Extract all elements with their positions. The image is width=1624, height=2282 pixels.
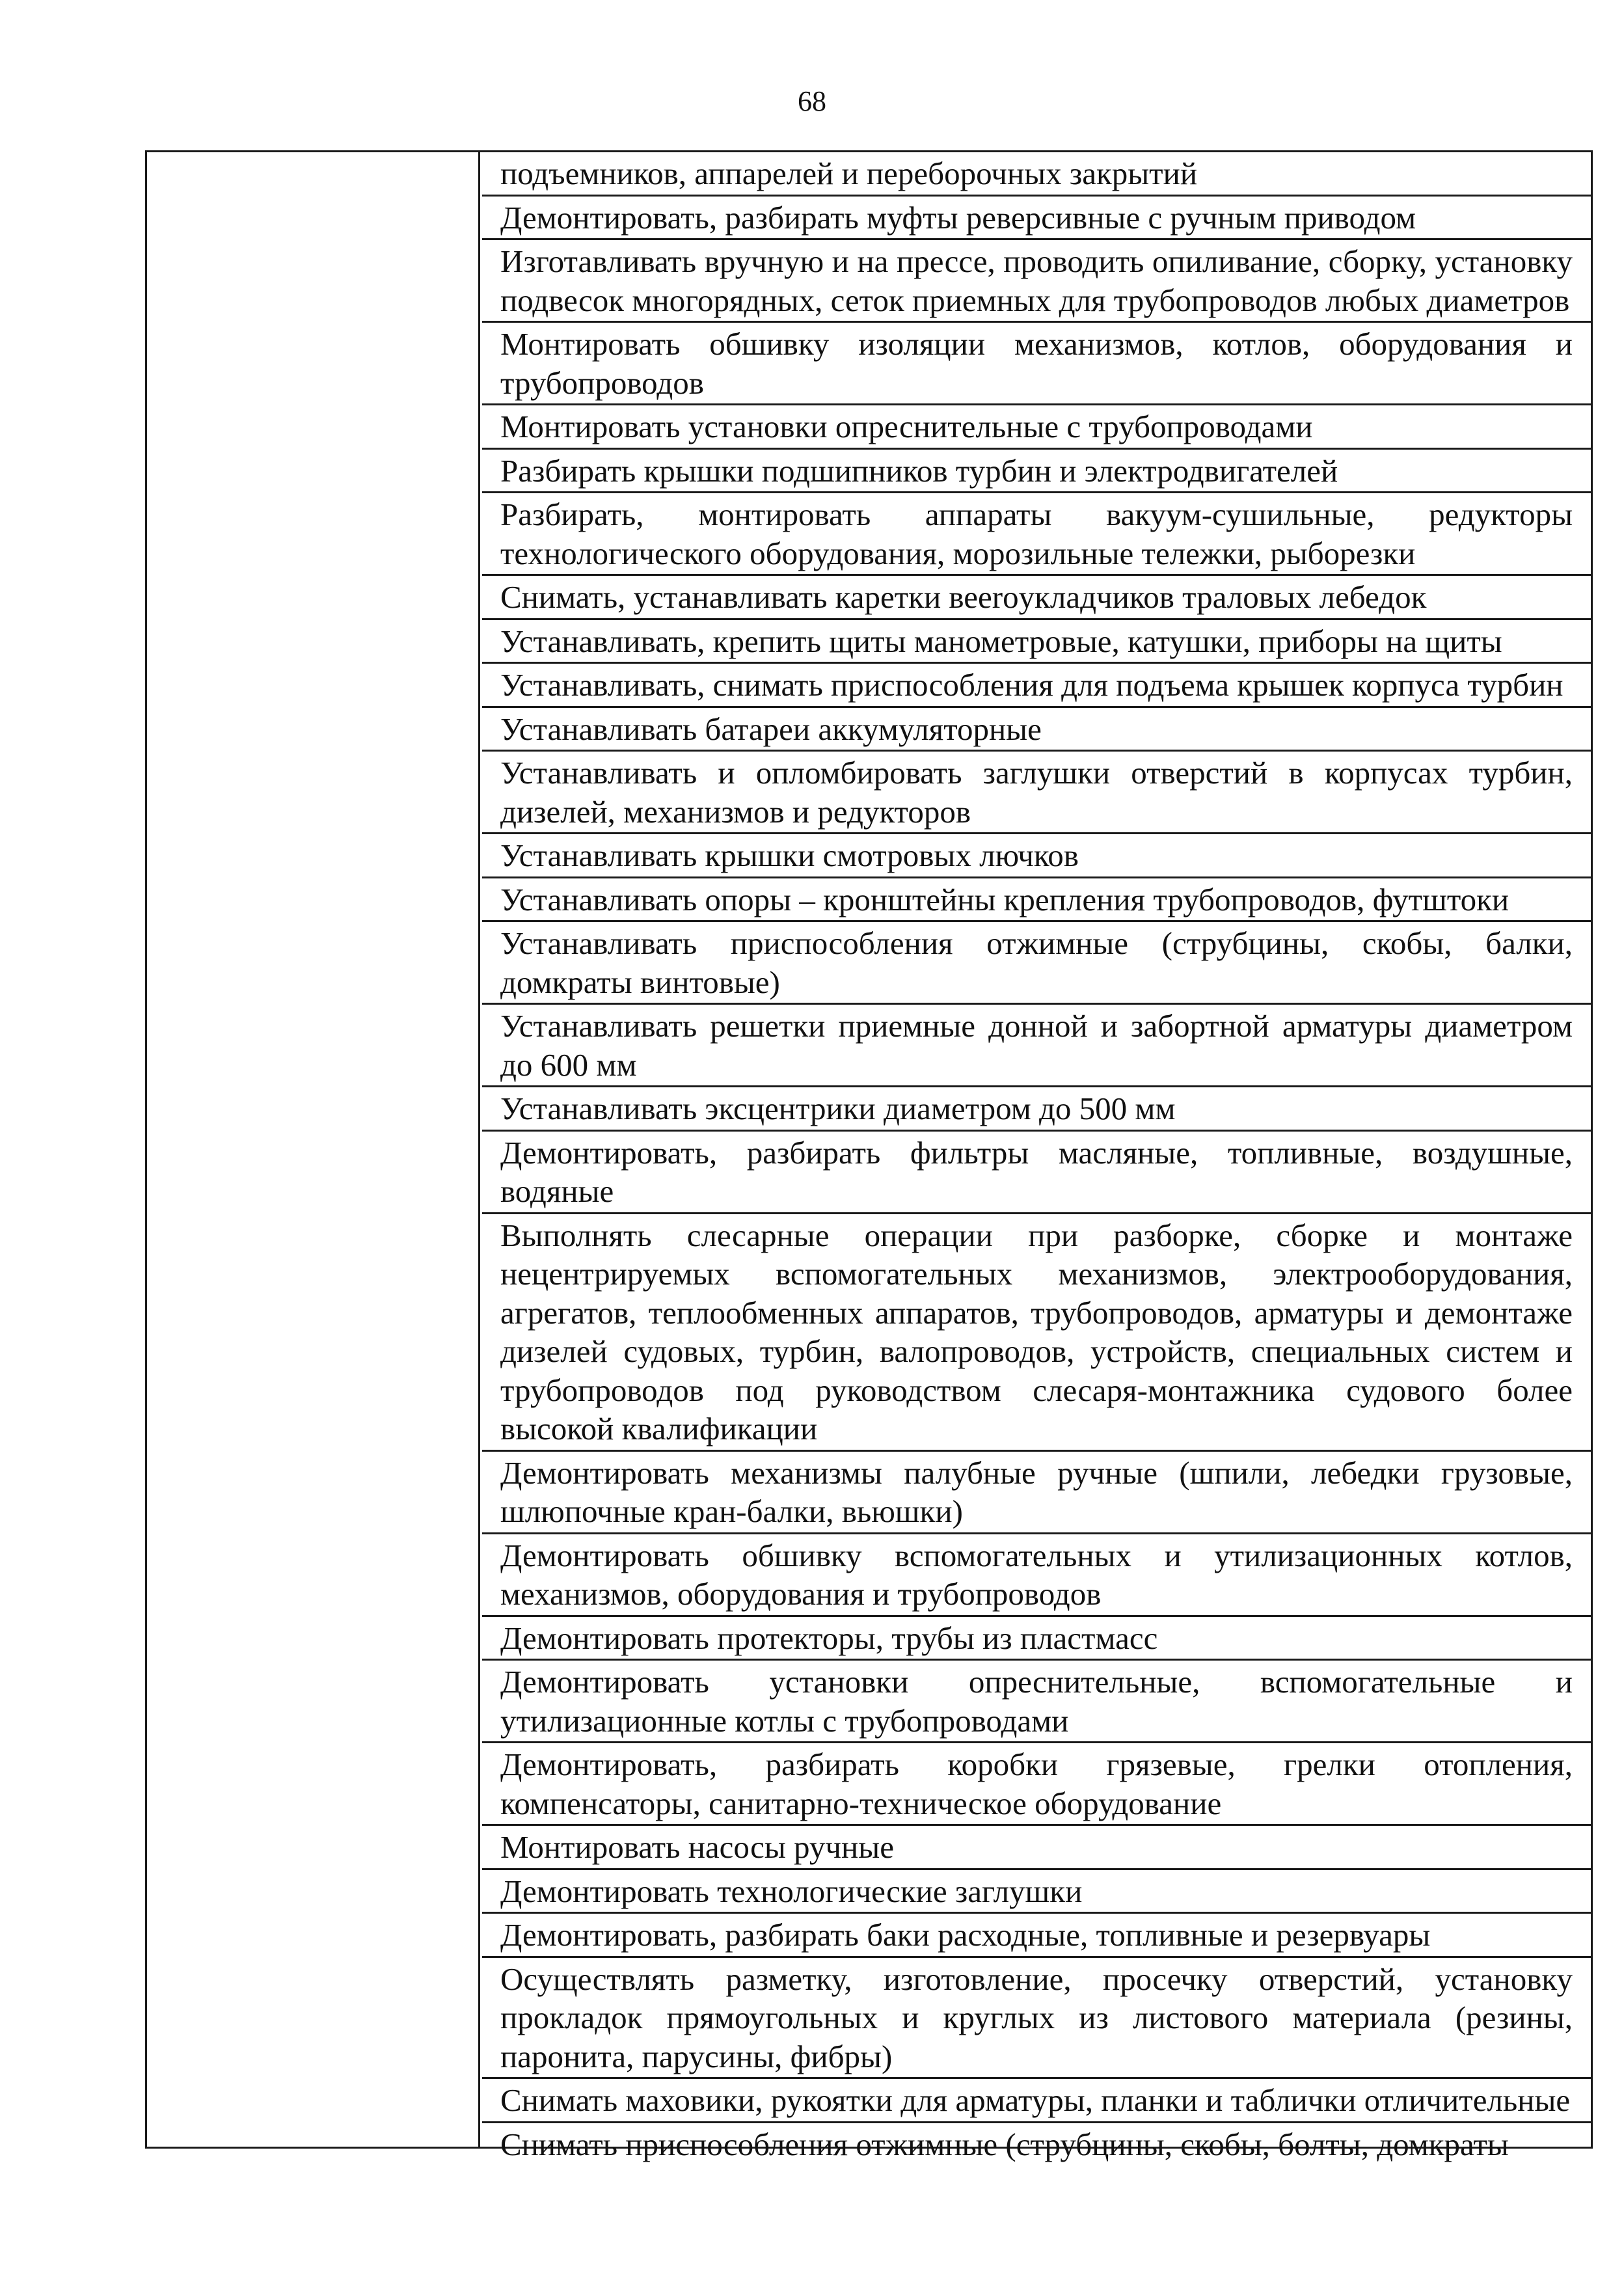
table-row: Снимать маховики, рукоятки для арматуры, планки и таблички отличительные — [482, 2079, 1591, 2123]
page-number: 68 — [798, 85, 826, 117]
table-row: Осуществлять разметку, изготовление, просечку отверстий, установку прокладок прямоугольных и круглых из листового материала (резины, паронита, парусины, фибры) — [482, 1958, 1591, 2080]
table-row: Устанавливать приспособления отжимные (струбцины, скобы, балки, домкраты винтовые) — [482, 922, 1591, 1005]
table-row: Устанавливать эксцентрики диаметром до 500 мм — [482, 1087, 1591, 1132]
table-row: Монтировать установки опреснительные с трубопроводами — [482, 405, 1591, 450]
table-row: Демонтировать протекторы, трубы из пластмасс — [482, 1617, 1591, 1661]
table-row: Демонтировать установки опреснительные, вспомогательные и утилизационные котлы с трубопроводами — [482, 1661, 1591, 1743]
table-row: Устанавливать, снимать приспособления для подъема крышек корпуса турбин — [482, 664, 1591, 708]
table-row: Демонтировать, разбирать коробки грязевые, грелки отопления, компенсаторы, санитарно-техническое оборудование — [482, 1743, 1591, 1826]
table-row: Демонтировать, разбирать фильтры масляные, топливные, воздушные, водяные — [482, 1132, 1591, 1214]
table-row: Снимать приспособления отжимные (струбцины, скобы, болты, домкраты — [500, 2126, 1509, 2162]
table-row: Выполнять слесарные операции при разборке, сборке и монтаже нецентрируемых вспомогательных механизмов, электрооборудования, агрегатов, теплообменных аппаратов, трубопроводов, арматуры и демонтаже дизелей судовых, турбин, валопроводов, устройств, специальных систем и трубопроводов под руководством слесаря-монтажника судового более высокой квалификации — [482, 1214, 1591, 1452]
table-row: Разбирать, монтировать аппараты вакуум-сушильные, редукторы технологического оборудования, морозильные тележки, рыборезки — [482, 493, 1591, 576]
table-row: Разбирать крышки подшипников турбин и электродвигателей — [482, 450, 1591, 494]
table-row: Демонтировать, разбирать муфты реверсивные с ручным приводом — [482, 197, 1591, 241]
work-tasks-table — [145, 150, 1593, 2162]
table-row: Устанавливать опоры – кронштейны крепления трубопроводов, футштоки — [482, 878, 1591, 923]
table-row: Устанавливать батареи аккумуляторные — [482, 708, 1591, 752]
table-row: Устанавливать и опломбировать заглушки отверстий в корпусах турбин, дизелей, механизмов и редукторов — [482, 752, 1591, 834]
table-row: Демонтировать механизмы палубные ручные (шпили, лебедки грузовые, шлюпочные кран-балки, вьюшки) — [482, 1452, 1591, 1534]
table-row: подъемников, аппарелей и переборочных закрытий — [482, 152, 1591, 197]
table-row: Демонтировать технологические заглушки — [482, 1870, 1591, 1914]
table-row: Монтировать обшивку изоляции механизмов, котлов, оборудования и трубопроводов — [482, 323, 1591, 405]
table-row: Устанавливать решетки приемные донной и забортной арматуры диаметром до 600 мм — [482, 1005, 1591, 1087]
table-row: Устанавливать, крепить щиты манометровые, катушки, приборы на щиты — [482, 620, 1591, 664]
table-row: Демонтировать, разбирать баки расходные, топливные и резервуары — [482, 1914, 1591, 1958]
table-row: Устанавливать крышки смотровых лючков — [482, 834, 1591, 878]
table-row: Демонтировать обшивку вспомогательных и утилизационных котлов, механизмов, оборудования и трубопроводов — [482, 1534, 1591, 1617]
table-row: Монтировать насосы ручные — [482, 1826, 1591, 1870]
table-row: Изготавливать вручную и на прессе, проводить опиливание, сборку, установку подвесок многорядных, сеток приемных для трубопроводов любых диаметров — [482, 240, 1591, 323]
table-rows — [482, 152, 1591, 2162]
table-row: Снимать, устанавливать каретки вееroукладчиков траловых лебедок — [482, 576, 1591, 620]
table-left-column — [147, 152, 480, 2147]
